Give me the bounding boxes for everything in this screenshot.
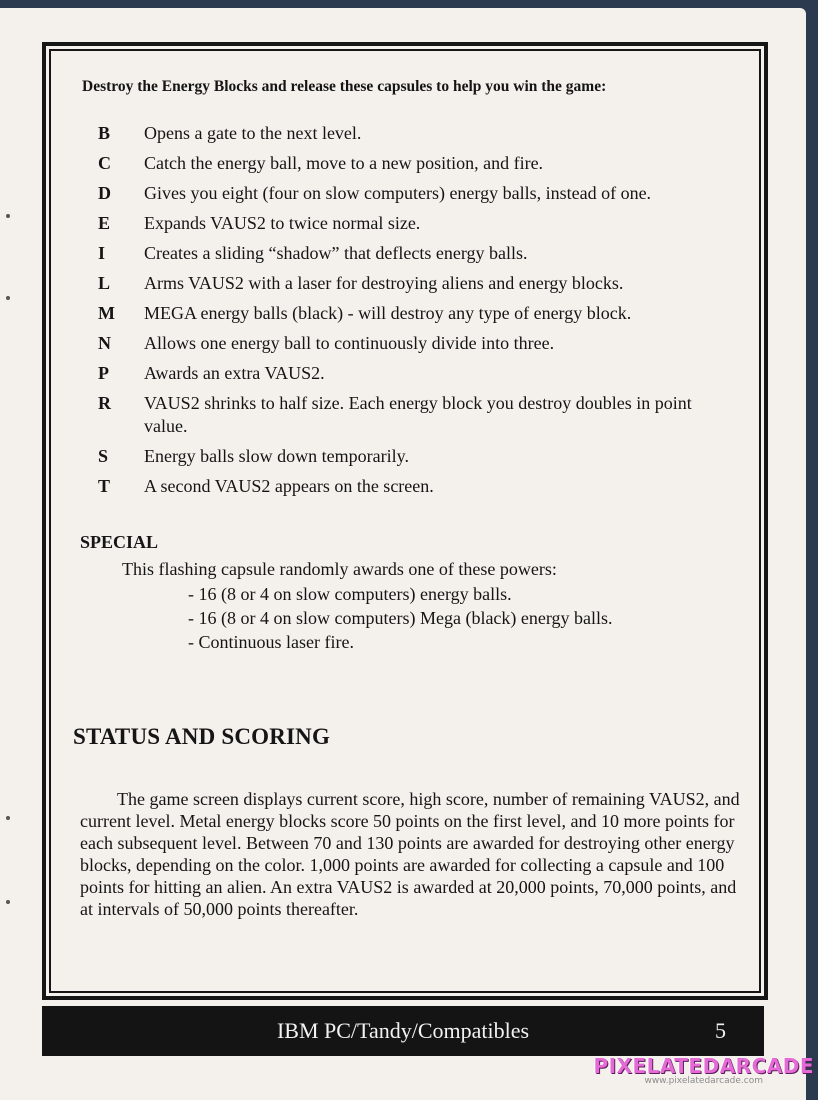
capsule-letter: R xyxy=(98,393,111,413)
capsule-letter: L xyxy=(98,273,111,293)
capsule-description: Arms VAUS2 with a laser for destroying aliens and energy blocks. xyxy=(144,273,624,293)
capsule-item xyxy=(98,362,718,385)
capsule-item xyxy=(98,122,718,145)
capsule-item xyxy=(98,182,718,205)
capsule-list xyxy=(98,122,718,505)
capsule-item xyxy=(98,212,718,235)
capsule-description: Awards an extra VAUS2. xyxy=(144,363,325,383)
capsule-letter: D xyxy=(98,183,111,203)
capsule-item xyxy=(98,152,718,175)
watermark-url: www.pixelatedarcade.com xyxy=(644,1076,763,1086)
capsule-description: Creates a sliding “shadow” that deflects energy balls. xyxy=(144,243,528,263)
special-power-item: - 16 (8 or 4 on slow computers) energy balls. xyxy=(188,584,512,604)
special-heading: SPECIAL xyxy=(80,532,159,552)
watermark xyxy=(593,1054,814,1086)
footer-platform-title: IBM PC/Tandy/Compatibles xyxy=(276,1018,530,1043)
capsule-item xyxy=(98,302,718,325)
capsule-item xyxy=(98,475,718,498)
capsule-item xyxy=(98,392,718,438)
page-number: 5 xyxy=(715,1018,726,1043)
watermark-brand: PIXELATEDARCADE xyxy=(593,1054,814,1078)
capsule-description: VAUS2 shrinks to half size. Each energy block you destroy doubles in point value. xyxy=(144,393,692,436)
special-power-item: - 16 (8 or 4 on slow computers) Mega (black) energy balls. xyxy=(188,608,613,628)
special-intro: This flashing capsule randomly awards one of these powers: xyxy=(122,559,557,579)
capsule-description: Catch the energy ball, move to a new position, and fire. xyxy=(144,153,544,173)
capsule-letter: M xyxy=(98,303,115,323)
status-scoring-paragraph: The game screen displays current score, high score, number of remaining VAUS2, and current level. Metal energy blocks score 50 points on the first level, and 10 more points for each subsequent level. Between 70 and 130 points are awarded for destroying other energy blocks, depending on the color. 1,000 points are awarded for collecting a capsule and 100 points for hitting an alien. An extra VAUS2 is awarded at 20,000 points, 70,000 points, and at intervals of 50,000 points thereafter. xyxy=(80,789,740,919)
capsule-letter: S xyxy=(98,446,109,466)
capsule-item xyxy=(98,445,718,468)
capsules-intro: Destroy the Energy Blocks and release these capsules to help you win the game: xyxy=(82,78,607,95)
capsule-letter: T xyxy=(98,476,111,496)
footer-bar xyxy=(42,1006,764,1056)
capsule-letter: E xyxy=(98,213,111,233)
special-power-item: - Continuous laser fire. xyxy=(188,632,354,652)
special-powers-list xyxy=(188,582,613,654)
capsule-letter: C xyxy=(98,153,111,173)
capsule-description: MEGA energy balls (black) - will destroy any type of energy block. xyxy=(144,303,632,323)
capsule-item xyxy=(98,272,718,295)
capsule-letter: N xyxy=(98,333,111,353)
capsule-item xyxy=(98,332,718,355)
capsule-letter: B xyxy=(98,123,111,143)
capsule-letter: I xyxy=(98,243,106,263)
capsule-description: Allows one energy ball to continuously divide into three. xyxy=(144,333,555,353)
capsule-item xyxy=(98,242,718,265)
capsule-letter: P xyxy=(98,363,109,383)
capsule-description: A second VAUS2 appears on the screen. xyxy=(144,476,434,496)
capsule-description: Gives you eight (four on slow computers) energy balls, instead of one. xyxy=(144,183,652,203)
capsule-description: Energy balls slow down temporarily. xyxy=(144,446,409,466)
status-scoring-heading: STATUS AND SCORING xyxy=(73,724,331,749)
capsule-description: Expands VAUS2 to twice normal size. xyxy=(144,213,421,233)
capsule-description: Opens a gate to the next level. xyxy=(144,123,362,143)
